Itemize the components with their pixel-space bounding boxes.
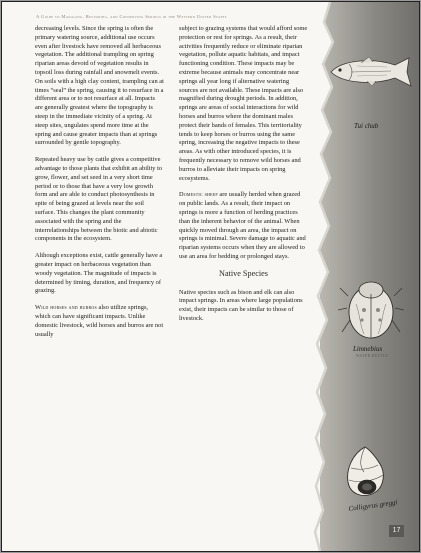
paragraph-wild-horses [35, 304, 164, 339]
paragraph: Native species such as bison and elk can also impact springs. In areas where large populations exist, their impacts can be similar to those of livestock. [179, 288, 303, 322]
text-column-right [179, 25, 308, 332]
paragraph-domestic-sheep [179, 191, 308, 261]
page-number: 17 [389, 525, 404, 537]
running-head: A Guide to Managing, Restoring, and Conserving Springs in the Western United States [36, 14, 227, 19]
paragraph-text: are usually herded when grazed on public lands. As a result, their impact on springs is more a function of herding practices than the inherent behavior of the animal. When quickly moved through an area, the impact on springs is minimal. Severe damage to aquatic and riparian systems occurs when they are allowed to use an area for bedding or prolonged stays. [179, 191, 306, 260]
beetle-caption-subtitle: WATER BEETLE [356, 354, 389, 358]
water-beetle-illustration [338, 274, 404, 342]
snail-shell-illustration [340, 444, 390, 500]
fish-caption: Tui chub [354, 122, 379, 130]
beetle-caption: Limnebius [353, 345, 383, 353]
snail-caption: Colligyrus greggi [348, 498, 398, 513]
paragraph-text: also utilize springs, which can have significant impacts. Unlike domestic livestock, wild horses and burros are not usually [35, 304, 164, 338]
text-column-left [35, 25, 164, 347]
document-page [1, 1, 420, 552]
paragraph: subject to grazing systems that would afford some protection or rest for springs. As a result, their activities frequently reduce or eliminate riparian vegetation, pollute aquatic habitats, and impact functioning condition. These impacts may be extreme because animals may concentrate near springs all year long if alternative watering sources are not available. These impacts are also magnified during drought periods. In addition, springs are areas of social interactions for wild horses and burros where the dominant males protect their bands of females. This territoriality tends to keep horses or burros using the same spring, increasing the negative impacts to these areas. As with other introduced species, it is frequently necessary to remove wild horses and burros to alleviate their impacts on spring ecosystems. [179, 25, 308, 182]
tui-chub-fish-illustration [327, 52, 419, 92]
section-heading: Native Species [219, 268, 268, 278]
paragraph: Although exceptions exist, cattle generally have a greater impact on herbaceous vegetation than woody vegetation. The magnitude of impacts is determined by timing, duration, and frequency of grazing. [35, 252, 163, 295]
run-in-heading: Domestic sheep [179, 191, 218, 199]
paragraph: Repeated heavy use by cattle gives a competitive advantage to those plants that exhibit an ability to grow, flower, and set seed in a very short time period or to those that have a very low growth form and are able to conduct photosynthesis in spite of being grazed at levels near the soil surface. This changes the plant community associated with the spring and the interrelationships between the biotic and abiotic components in the ecosystem. [35, 156, 163, 243]
paragraph: decreasing levels. Since the spring is often the primary watering source, additional use occurs even after livestock have removed all herbaceous vegetation. The additional trampling on spring riparian areas devoid of vegetation results in topsoil loss during rainfall and snowmelt events. On soils with a high clay content, trampling can at times “seal” the spring, causing it to resurface in a different area or to not resurface at all. Impacts are generally greatest where the topography is steep in the immediate vicinity of a spring. At steep sites, ungulates spend more time at the spring and cause greater impacts than at springs surrounded by gentle topography. [35, 25, 164, 147]
run-in-heading: Wild horses and burros [35, 304, 97, 312]
